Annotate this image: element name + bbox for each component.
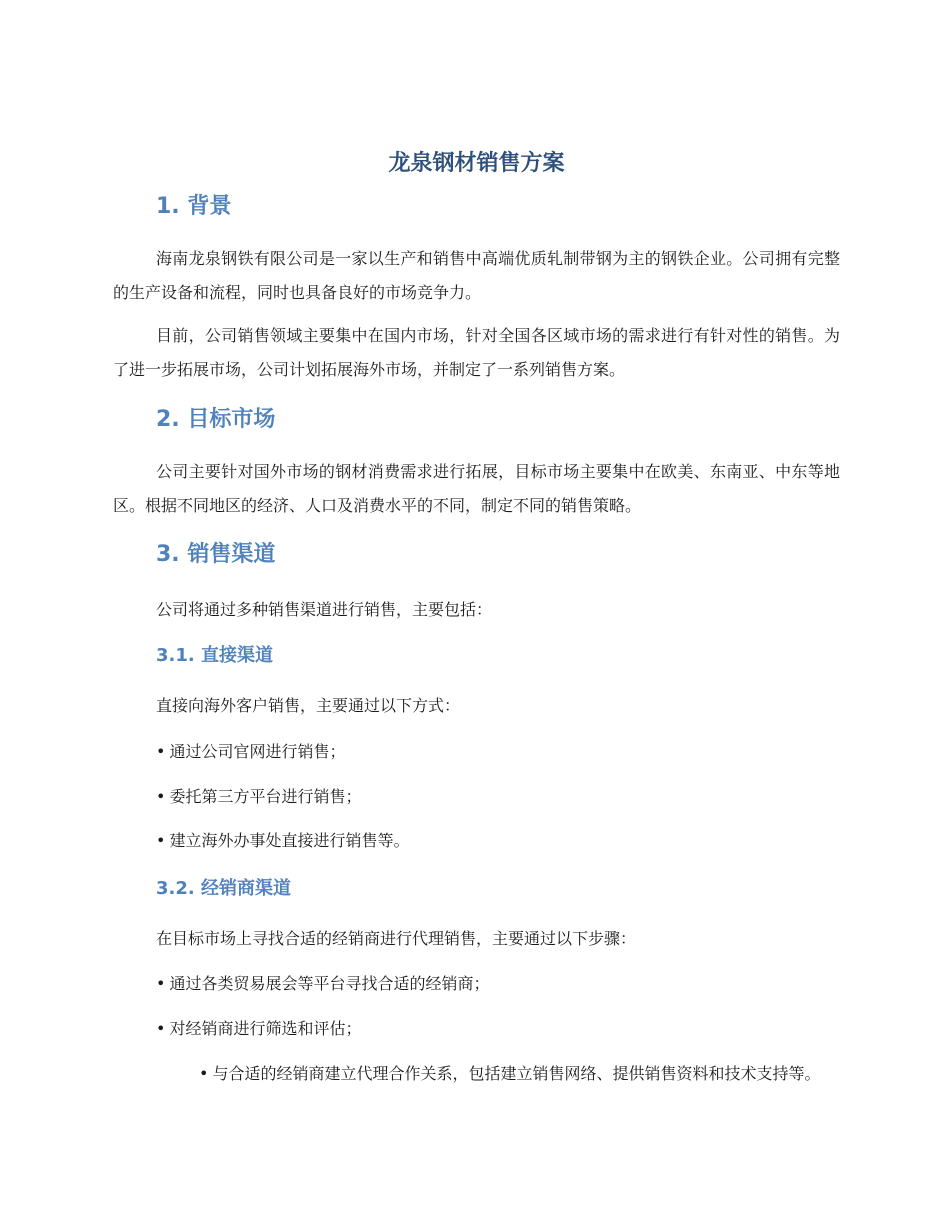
section-heading-background: 1. 背景 xyxy=(156,194,232,219)
direct-channel-intro: 直接向海外客户销售，主要通过以下方式： xyxy=(156,696,461,715)
bullet-icon: • xyxy=(156,831,166,850)
bullet-icon: • xyxy=(199,1064,209,1083)
list-item: • 委托第三方平台进行销售； xyxy=(156,785,361,809)
bullet-icon: • xyxy=(156,1019,166,1038)
section-heading-channels: 3. 销售渠道 xyxy=(156,542,276,567)
list-item: • 对经销商进行筛选和评估； xyxy=(156,1017,361,1041)
bullet-icon: • xyxy=(156,974,166,993)
subsection-heading-direct: 3.1. 直接渠道 xyxy=(156,645,273,666)
subsection-heading-dealer: 3.2. 经销商渠道 xyxy=(156,878,291,899)
dealer-channel-intro: 在目标市场上寻找合适的经销商进行代理销售，主要通过以下步骤： xyxy=(156,929,637,948)
background-paragraph-2: 目前，公司销售领域主要集中在国内市场，针对全国各区域市场的需求进行有针对性的销售。为了进一步拓展市场，公司计划拓展海外市场，并制定了一系列销售方案。 xyxy=(113,326,840,379)
target-market-paragraph: 公司主要针对国外市场的钢材消费需求进行拓展，目标市场主要集中在欧美、东南亚、中东等地区。根据不同地区的经济、人口及消费水平的不同，制定不同的销售策略。 xyxy=(113,462,840,515)
background-paragraph-1: 海南龙泉钢铁有限公司是一家以生产和销售中高端优质轧制带钢为主的钢铁企业。公司拥有完整的生产设备和流程，同时也具备良好的市场竞争力。 xyxy=(113,249,840,302)
document-title: 龙泉钢材销售方案 xyxy=(388,151,565,176)
bullet-icon: • xyxy=(156,742,166,761)
section-heading-target-market: 2. 目标市场 xyxy=(156,407,276,432)
list-item: • 与合适的经销商建立代理合作关系，包括建立销售网络、提供销售资料和技术支持等。 xyxy=(113,1057,840,1091)
list-item: • 通过公司官网进行销售； xyxy=(156,740,345,764)
bullet-icon: • xyxy=(156,787,166,806)
list-item: • 通过各类贸易展会等平台寻找合适的经销商； xyxy=(156,972,489,996)
list-item: • 建立海外办事处直接进行销售等。 xyxy=(156,829,409,853)
channels-intro: 公司将通过多种销售渠道进行销售，主要包括： xyxy=(156,600,493,619)
